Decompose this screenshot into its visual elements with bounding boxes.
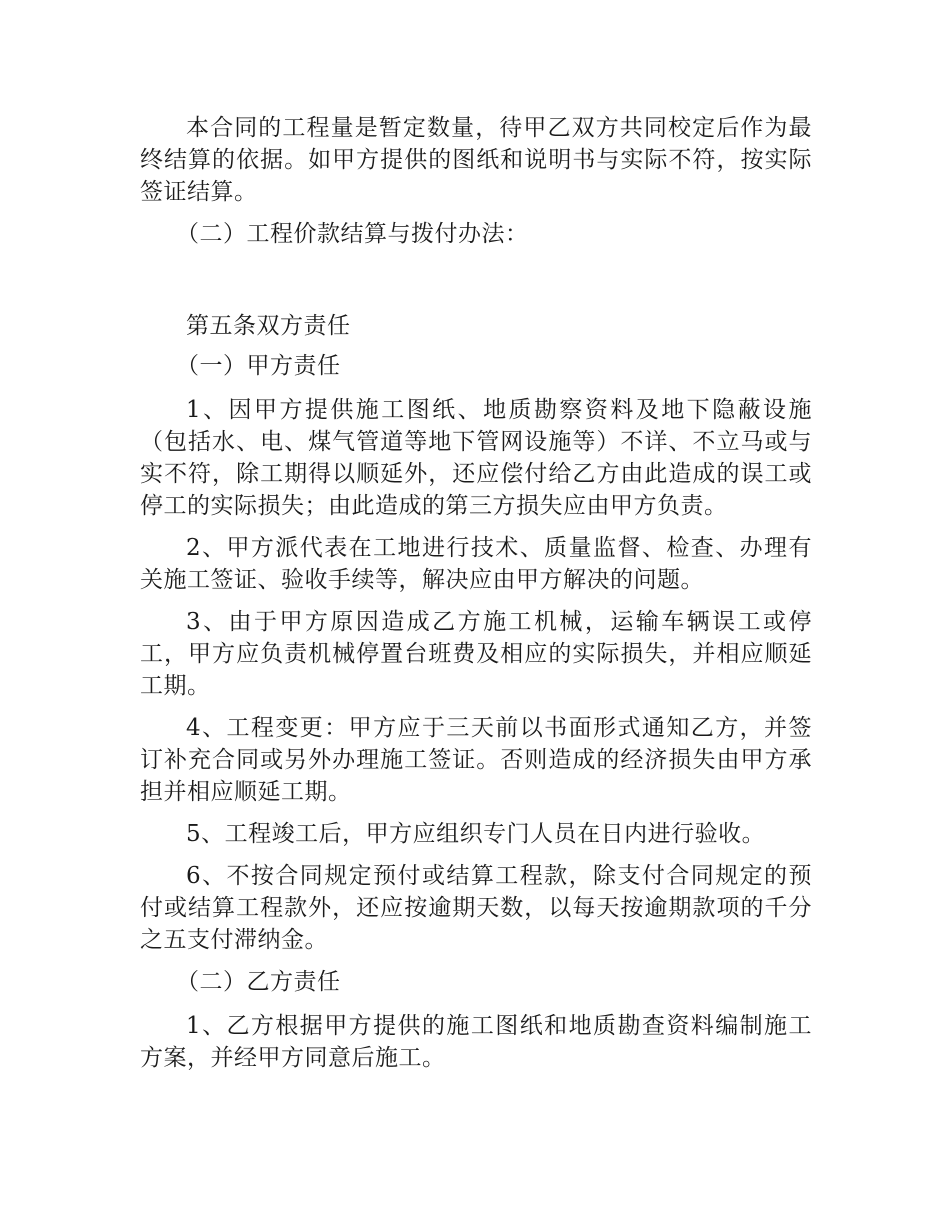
document-body bbox=[140, 112, 812, 1084]
partyA-item-2: 2、甲方派代表在工地进行技术、质量监督、检查、办理有关施工签证、验收手续等，解决应由甲方解决的问题。 bbox=[140, 535, 812, 593]
partyA-item-1: 1、因甲方提供施工图纸、地质勘察资料及地下隐蔽设施（包括水、电、煤气管道等地下管网设施等）不详、不立马或与实不符，除工期得以顺延外，还应偿付给乙方由此造成的误工或停工的实际损失；由此造成的第三方损失应由甲方负责。 bbox=[140, 397, 812, 519]
partyB-item-1: 1、乙方根据甲方提供的施工图纸和地质勘查资料编制施工方案，并经甲方同意后施工。 bbox=[140, 1013, 812, 1071]
partyB-heading: （二）乙方责任 bbox=[176, 969, 341, 995]
partyA-item-4: 4、工程变更：甲方应于三天前以书面形式通知乙方，并签订补充合同或另外办理施工签证。否则造成的经济损失由甲方承担并相应顺延工期。 bbox=[140, 715, 812, 805]
intro-paragraph: 本合同的工程量是暂定数量，待甲乙双方共同校定后作为最终结算的依据。如甲方提供的图纸和说明书与实际不符，按实际签证结算。 bbox=[140, 115, 812, 205]
partyA-heading: （一）甲方责任 bbox=[176, 353, 341, 379]
article5-heading: 第五条双方责任 bbox=[186, 313, 351, 339]
partyA-item-5: 5、工程竣工后，甲方应组织专门人员在日内进行验收。 bbox=[186, 821, 766, 847]
blank-space bbox=[140, 250, 812, 310]
partyA-item-6: 6、不按合同规定预付或结算工程款，除支付合同规定的预付或结算工程款外，还应按逾期天数，以每天按逾期款项的千分之五支付滞纳金。 bbox=[140, 863, 812, 953]
partyA-item-3: 3、由于甲方原因造成乙方施工机械，运输车辆误工或停工，甲方应负责机械停置台班费及相应的实际损失，并相应顺延工期。 bbox=[140, 609, 812, 699]
settlement-heading: （二）工程价款结算与拨付办法： bbox=[176, 221, 529, 247]
